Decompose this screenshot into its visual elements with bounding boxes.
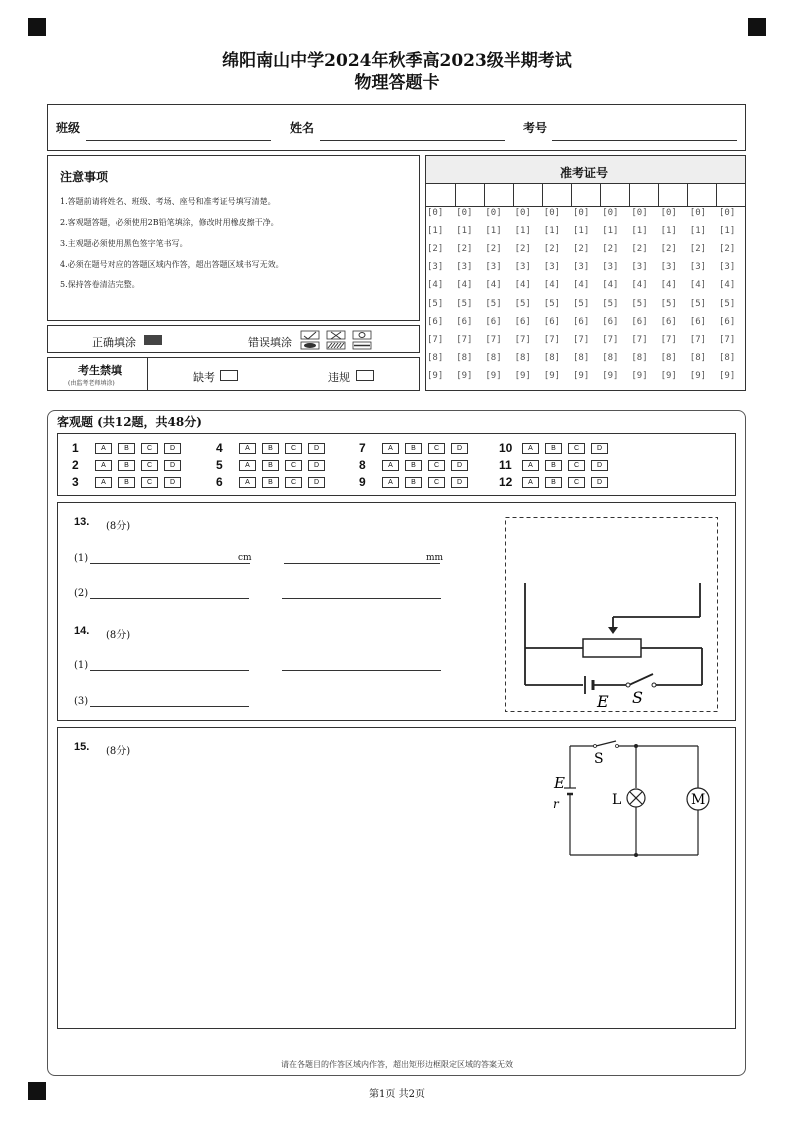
notice-title: 注意事项 <box>60 170 109 184</box>
admission-bubble[interactable]: [6] <box>660 316 677 327</box>
admission-bubble[interactable]: [0] <box>514 208 531 218</box>
objective-option-a[interactable]: A <box>522 477 539 488</box>
objective-option-a[interactable]: A <box>95 477 112 488</box>
q15-answer-area[interactable] <box>70 760 540 1020</box>
objective-option-b[interactable]: B <box>118 460 135 471</box>
admission-bubble[interactable]: [9] <box>660 370 677 381</box>
objective-question-number: 10 <box>499 441 513 455</box>
admission-bubble[interactable]: [4] <box>719 280 736 291</box>
admission-digit-cell <box>687 184 688 206</box>
objective-question-number: 1 <box>72 441 79 455</box>
objective-option-b[interactable]: B <box>262 460 279 471</box>
objective-option-a[interactable]: A <box>95 460 112 471</box>
admission-digit-cell <box>542 184 543 206</box>
admission-bubble[interactable]: [5] <box>514 298 531 309</box>
admission-bubble[interactable]: [7] <box>719 334 736 345</box>
admission-bubble[interactable]: [4] <box>514 280 531 291</box>
objective-option-c[interactable]: C <box>428 460 445 471</box>
q14-part3-label: (3) <box>74 696 89 707</box>
violation-checkbox[interactable] <box>356 370 374 381</box>
admission-bubble[interactable]: [8] <box>456 352 473 363</box>
admission-bubble[interactable]: [6] <box>719 316 736 327</box>
admission-bubble[interactable]: [4] <box>543 280 561 291</box>
name-field[interactable] <box>320 140 505 141</box>
admission-bubble[interactable]: [3] <box>602 262 619 273</box>
q15-lamp-label: L <box>612 792 622 808</box>
objective-option-a[interactable]: A <box>239 443 256 454</box>
notice-item: 3.主观题必须使用黑色签字笔书写。 <box>60 239 188 248</box>
wrong-fill-samples <box>300 330 380 350</box>
objective-option-c[interactable]: C <box>568 443 585 454</box>
admission-digit-cell <box>571 184 572 206</box>
admission-bubble[interactable]: [8] <box>573 352 590 363</box>
admission-bubble[interactable]: [2] <box>602 244 619 255</box>
notice-item: 4.必须在题号对应的答题区域内作答，超出答题区域书写无效。 <box>60 260 284 269</box>
circuit-diagram-q13 <box>505 517 720 714</box>
q15-resistance-label: r <box>553 797 559 811</box>
objective-option-c[interactable]: C <box>141 460 158 471</box>
admission-bubble[interactable]: [0] <box>602 208 619 218</box>
admission-bubble[interactable]: [1] <box>660 226 677 237</box>
objective-option-b[interactable]: B <box>545 443 562 454</box>
q14-part1-label: (1) <box>74 660 89 671</box>
admission-bubble[interactable]: [6] <box>485 316 502 327</box>
admission-bubble[interactable]: [7] <box>631 334 648 345</box>
q13-part1-answer-b[interactable] <box>284 563 440 564</box>
admission-bubble[interactable]: [5] <box>427 298 444 309</box>
admission-bubble[interactable]: [1] <box>719 226 736 237</box>
admission-bubble[interactable]: [5] <box>456 298 473 309</box>
q14-number: 14. <box>74 625 90 637</box>
objective-option-b[interactable]: B <box>545 477 562 488</box>
admission-bubble[interactable]: [8] <box>485 352 502 363</box>
admission-digit-cell <box>716 184 717 206</box>
page-title: 绵阳南山中学2024年秋季高2023级半期考试 <box>222 51 572 71</box>
admission-bubble[interactable]: [3] <box>689 262 707 273</box>
q14-part3-answer[interactable] <box>90 706 249 707</box>
notice-item: 5.保持答卷清洁完整。 <box>60 280 140 289</box>
objective-question-number: 8 <box>359 458 366 472</box>
q15-switch-label: S <box>594 751 604 767</box>
admission-bubble[interactable]: [5] <box>543 298 561 309</box>
objective-option-c[interactable]: C <box>141 443 158 454</box>
admission-bubble[interactable]: [0] <box>427 208 444 218</box>
admission-bubble[interactable]: [3] <box>514 262 531 273</box>
objective-option-a[interactable]: A <box>95 443 112 454</box>
q15-emf-label: E <box>554 774 565 792</box>
admission-bubble[interactable]: [8] <box>602 352 619 363</box>
admission-bubble[interactable]: [1] <box>602 226 619 237</box>
objective-option-d[interactable]: D <box>451 477 468 488</box>
admission-bubble[interactable]: [0] <box>689 208 707 218</box>
admission-bubble[interactable]: [3] <box>631 262 648 273</box>
objective-option-a[interactable]: A <box>522 443 539 454</box>
corner-marker-top-left <box>28 18 46 36</box>
admission-digit-cell <box>484 184 485 206</box>
admission-bubble[interactable]: [4] <box>689 280 707 291</box>
correct-fill-label: 正确填涂 <box>92 336 136 349</box>
admission-bubble[interactable]: [9] <box>485 370 502 381</box>
objective-option-c[interactable]: C <box>568 460 585 471</box>
admission-bubble[interactable]: [1] <box>573 226 590 237</box>
admission-bubble[interactable]: [9] <box>427 370 444 381</box>
admission-bubble[interactable]: [5] <box>485 298 502 309</box>
admission-bubble[interactable]: [0] <box>660 208 677 218</box>
admission-bubble[interactable]: [5] <box>660 298 677 309</box>
admission-bubble[interactable]: [7] <box>543 334 561 345</box>
admission-bubble[interactable]: [3] <box>543 262 561 273</box>
admission-bubble[interactable]: [7] <box>427 334 444 345</box>
objective-question-number: 12 <box>499 475 513 489</box>
battery-label: E <box>597 692 609 711</box>
objective-option-d[interactable]: D <box>451 443 468 454</box>
objective-option-d[interactable]: D <box>451 460 468 471</box>
admission-bubble[interactable]: [2] <box>514 244 531 255</box>
admission-bubble[interactable]: [3] <box>660 262 677 273</box>
objective-option-b[interactable]: B <box>262 443 279 454</box>
q14-part1-answer-a[interactable] <box>90 670 249 671</box>
admission-bubble[interactable]: [3] <box>456 262 473 273</box>
q13-part2-answer-b[interactable] <box>282 598 441 599</box>
objective-option-b[interactable]: B <box>405 443 422 454</box>
admission-bubble[interactable]: [8] <box>631 352 648 363</box>
correct-fill-sample <box>144 335 162 345</box>
q13-number: 13. <box>74 516 90 528</box>
admission-bubble[interactable]: [0] <box>719 208 736 218</box>
admission-bubble[interactable]: [7] <box>660 334 677 345</box>
admission-bubble[interactable]: [4] <box>660 280 677 291</box>
objective-question-number: 5 <box>216 458 223 472</box>
admission-bubble[interactable]: [1] <box>514 226 531 237</box>
admission-bubble[interactable]: [1] <box>543 226 561 237</box>
objective-option-b[interactable]: B <box>262 477 279 488</box>
admission-bubble[interactable]: [8] <box>543 352 561 363</box>
admission-bubble[interactable]: [9] <box>719 370 736 381</box>
admission-bubble[interactable]: [9] <box>602 370 619 381</box>
admission-bubble[interactable]: [2] <box>456 244 473 255</box>
admission-bubble[interactable]: [1] <box>456 226 473 237</box>
notice-box <box>47 155 420 321</box>
admission-bubble[interactable]: [6] <box>543 316 561 327</box>
admission-bubble[interactable]: [3] <box>719 262 736 273</box>
admission-bubble[interactable]: [1] <box>689 226 707 237</box>
admission-bubble[interactable]: [8] <box>719 352 736 363</box>
admission-bubble[interactable]: [9] <box>573 370 590 381</box>
objective-option-a[interactable]: A <box>239 477 256 488</box>
admission-bubble[interactable]: [7] <box>689 334 707 345</box>
q13-score: (8分) <box>106 521 131 532</box>
admission-bubble[interactable]: [2] <box>543 244 561 255</box>
objective-option-d[interactable]: D <box>164 443 181 454</box>
admission-bubble[interactable]: [7] <box>573 334 590 345</box>
q15-motor-label: M <box>691 792 706 808</box>
admission-title: 准考证号 <box>560 166 609 180</box>
violation-label: 违规 <box>328 371 350 384</box>
admission-bubble[interactable]: [5] <box>573 298 590 309</box>
admission-bubble[interactable]: [9] <box>543 370 561 381</box>
admission-bubble[interactable]: [6] <box>573 316 590 327</box>
admission-bubble[interactable]: [7] <box>514 334 531 345</box>
admission-bubble[interactable]: [6] <box>602 316 619 327</box>
admission-bubble[interactable]: [3] <box>427 262 444 273</box>
objective-option-d[interactable]: D <box>591 460 608 471</box>
admission-bubble[interactable]: [0] <box>573 208 590 218</box>
admission-bubble[interactable]: [9] <box>514 370 531 381</box>
admission-bubble[interactable]: [6] <box>631 316 648 327</box>
admission-bubble[interactable]: [1] <box>485 226 502 237</box>
circuit-diagram-q15 <box>548 736 718 861</box>
admission-bubble[interactable]: [4] <box>602 280 619 291</box>
objective-option-d[interactable]: D <box>308 477 325 488</box>
objective-option-c[interactable]: C <box>428 443 445 454</box>
admission-bubble[interactable]: [2] <box>660 244 677 255</box>
q15-score: (8分) <box>106 746 131 757</box>
admission-bubble[interactable]: [8] <box>514 352 531 363</box>
q13-part2-label: (2) <box>74 588 89 599</box>
admission-bubble[interactable]: [1] <box>427 226 444 237</box>
objective-option-b[interactable]: B <box>118 443 135 454</box>
admission-bubble[interactable]: [5] <box>602 298 619 309</box>
admission-digit-cell <box>513 184 514 206</box>
objective-question-number: 2 <box>72 458 79 472</box>
objective-option-a[interactable]: A <box>239 460 256 471</box>
class-label: 班级 <box>56 121 81 135</box>
forbidden-subtitle: (由监考老师填涂) <box>68 380 115 387</box>
admission-bubble[interactable]: [4] <box>427 280 444 291</box>
exam-no-label: 考号 <box>523 121 548 135</box>
admission-bubble[interactable]: [0] <box>456 208 473 218</box>
admission-bubble[interactable]: [7] <box>485 334 502 345</box>
q14-part1-answer-b[interactable] <box>282 670 441 671</box>
absent-checkbox[interactable] <box>220 370 238 381</box>
admission-bubble[interactable]: [4] <box>456 280 473 291</box>
admission-bubble[interactable]: [8] <box>660 352 677 363</box>
objective-option-a[interactable]: A <box>522 460 539 471</box>
objective-question-number: 6 <box>216 475 223 489</box>
student-info-box <box>47 104 746 151</box>
objective-option-a[interactable]: A <box>382 443 399 454</box>
admission-bubble[interactable]: [3] <box>573 262 590 273</box>
admission-bubble[interactable]: [4] <box>485 280 502 291</box>
objective-option-d[interactable]: D <box>591 477 608 488</box>
objective-option-c[interactable]: C <box>141 477 158 488</box>
objective-option-b[interactable]: B <box>405 477 422 488</box>
objective-option-d[interactable]: D <box>164 477 181 488</box>
footer-warning: 请在各题目的作答区域内作答，超出矩形边框限定区域的答案无效 <box>281 1060 513 1069</box>
admission-digit-cell <box>629 184 630 206</box>
objective-option-b[interactable]: B <box>118 477 135 488</box>
objective-option-a[interactable]: A <box>382 460 399 471</box>
admission-bubble[interactable]: [8] <box>689 352 707 363</box>
admission-bubble[interactable]: [2] <box>485 244 502 255</box>
admission-digit-cell <box>600 184 601 206</box>
admission-bubble[interactable]: [2] <box>689 244 707 255</box>
q13-part1-label: (1) <box>74 553 89 564</box>
q13-part1-answer-a[interactable] <box>90 563 250 564</box>
objective-question-number: 11 <box>499 458 512 472</box>
admission-bubble[interactable]: [6] <box>427 316 444 327</box>
objective-question-number: 7 <box>359 441 366 455</box>
class-field[interactable] <box>86 140 271 141</box>
notice-item: 1.答题前请将姓名、班级、考场、座号和准考证号填写清楚。 <box>60 197 276 206</box>
admission-bubble[interactable]: [6] <box>456 316 473 327</box>
admission-bubble[interactable]: [5] <box>719 298 736 309</box>
admission-bubble[interactable]: [2] <box>719 244 736 255</box>
objective-option-b[interactable]: B <box>545 460 562 471</box>
q14-score: (8分) <box>106 630 131 641</box>
admission-bubble[interactable]: [3] <box>485 262 502 273</box>
admission-bubble[interactable]: [7] <box>456 334 473 345</box>
q13-unit-mm: mm <box>426 553 444 563</box>
admission-bubble[interactable]: [2] <box>631 244 648 255</box>
corner-marker-top-right <box>748 18 766 36</box>
page-number: 第1页 共2页 <box>369 1089 425 1100</box>
admission-bubble[interactable]: [1] <box>631 226 648 237</box>
objective-option-b[interactable]: B <box>405 460 422 471</box>
admission-bubble[interactable]: [6] <box>514 316 531 327</box>
switch-label: S <box>632 688 643 707</box>
admission-bubble[interactable]: [0] <box>631 208 648 218</box>
objective-option-c[interactable]: C <box>285 460 302 471</box>
q15-number: 15. <box>74 741 90 753</box>
admission-bubble[interactable]: [5] <box>631 298 648 309</box>
admission-bubble[interactable]: [0] <box>543 208 561 218</box>
admission-bubble[interactable]: [4] <box>631 280 648 291</box>
admission-bubble[interactable]: [6] <box>689 316 707 327</box>
page-subtitle: 物理答题卡 <box>354 73 440 93</box>
name-label: 姓名 <box>290 121 315 135</box>
objective-question-number: 4 <box>216 441 223 455</box>
forbidden-title: 考生禁填 <box>78 364 122 377</box>
objective-option-c[interactable]: C <box>285 443 302 454</box>
admission-bubble[interactable]: [9] <box>631 370 648 381</box>
admission-bubble[interactable]: [2] <box>573 244 590 255</box>
admission-bubble[interactable]: [9] <box>456 370 473 381</box>
admission-bubble[interactable]: [8] <box>427 352 444 363</box>
objective-option-c[interactable]: C <box>568 477 585 488</box>
objective-option-c[interactable]: C <box>428 477 445 488</box>
q13-part2-answer-a[interactable] <box>90 598 249 599</box>
objective-option-d[interactable]: D <box>164 460 181 471</box>
objective-question-number: 3 <box>72 475 79 489</box>
notice-item: 2.客观题答题，必须使用2B铅笔填涂，修改时用橡皮擦干净。 <box>60 218 279 227</box>
admission-bubble[interactable]: [2] <box>427 244 444 255</box>
fill-example-box <box>47 325 420 353</box>
forbidden-box <box>47 357 420 391</box>
objective-title: 客观题 (共12题，共48分) <box>57 415 202 429</box>
admission-bubble[interactable]: [9] <box>689 370 707 381</box>
admission-digit-cell <box>455 184 456 206</box>
objective-option-c[interactable]: C <box>285 477 302 488</box>
admission-bubble[interactable]: [4] <box>573 280 590 291</box>
admission-digit-cell <box>658 184 659 206</box>
admission-bubble[interactable]: [7] <box>602 334 619 345</box>
q13-unit-cm: cm <box>238 553 252 563</box>
admission-bubble[interactable]: [0] <box>485 208 502 218</box>
objective-option-d[interactable]: D <box>591 443 608 454</box>
objective-option-d[interactable]: D <box>308 460 325 471</box>
admission-bubble[interactable]: [5] <box>689 298 707 309</box>
objective-question-number: 9 <box>359 475 366 489</box>
exam-no-field[interactable] <box>552 140 737 141</box>
wrong-fill-label: 错误填涂 <box>248 336 292 349</box>
objective-option-a[interactable]: A <box>382 477 399 488</box>
absent-label: 缺考 <box>193 371 215 384</box>
objective-option-d[interactable]: D <box>308 443 325 454</box>
